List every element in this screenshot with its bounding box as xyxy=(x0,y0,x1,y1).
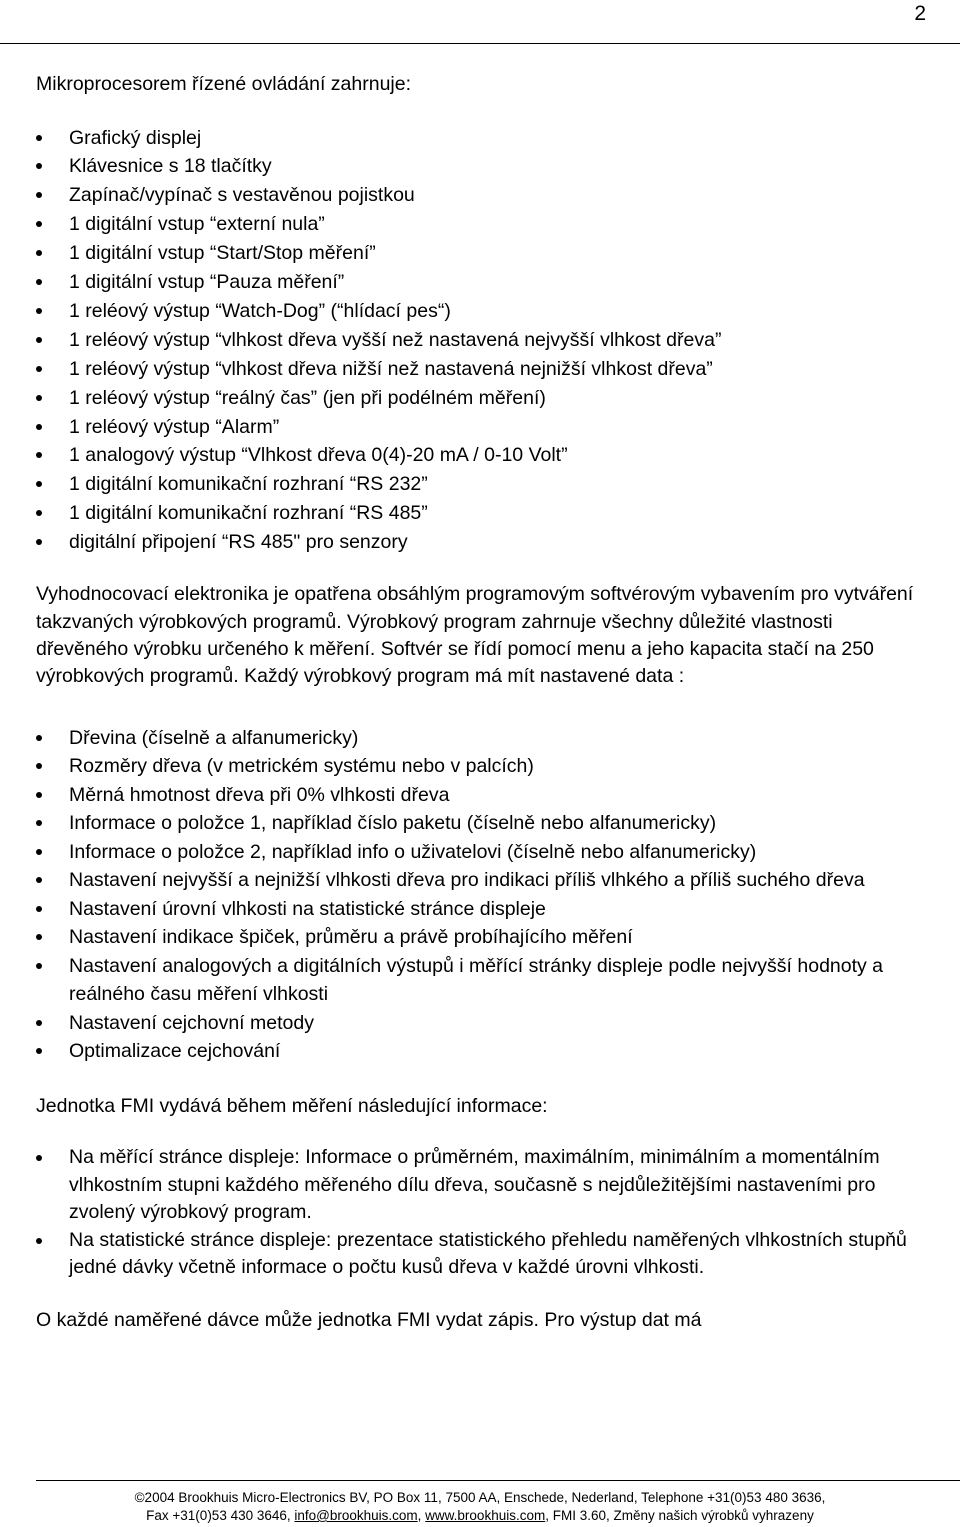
footer xyxy=(36,1489,924,1525)
info-heading: Jednotka FMI vydává během měření následující informace: xyxy=(36,1094,548,1117)
footer-line-2 xyxy=(36,1507,924,1525)
list-item: Nastavení nejvyšší a nejnižší vlhkosti dřeva pro indikaci příliš vlhkého a příliš suchého dřeva xyxy=(36,866,926,895)
list-item: Nastavení úrovní vlhkosti na statistické stránce displeje xyxy=(36,895,926,924)
footer-rule xyxy=(36,1480,960,1481)
software-paragraph: Vyhodnocovací elektronika je opatřena obsáhlým programovým softvérovým vybavením pro vytváření takzvaných výrobkových programů. Výrobkový program zahrnuje všechny důležité vlastnosti dřevěného výrobku určeného k měření. Softvér se řídí pomocí menu a jeho kapacita stačí na 250 výrobkových programů. Každý výrobkový program má mít nastavené data : xyxy=(36,583,914,688)
list-item: 1 digitální vstup “externí nula” xyxy=(36,210,926,239)
intro-heading: Mikroprocesorem řízené ovládání zahrnuje: xyxy=(36,73,412,95)
list-item: 1 reléový výstup “vlhkost dřeva nižší než nastavená nejnižší vlhkost dřeva” xyxy=(36,355,926,384)
info-list xyxy=(36,1144,926,1282)
footer-tail: , FMI 3.60, Změny našich výrobků vyhrazeny xyxy=(545,1508,814,1523)
list-item: Nastavení cejchovní metody xyxy=(36,1009,926,1038)
list-item: 1 reléový výstup “Watch-Dog” (“hlídací pes“) xyxy=(36,297,926,326)
list-item: 1 reléový výstup “vlhkost dřeva vyšší než nastavená nejvyšší vlhkost dřeva” xyxy=(36,326,926,355)
list-item: 1 digitální komunikační rozhraní “RS 485” xyxy=(36,499,926,528)
list-item: Na statistické stránce displeje: prezentace statistického přehledu naměřených vlhkostních stupňů jedné dávky včetně informace o počtu kusů dřeva v každé úrovni vlhkosti. xyxy=(36,1227,926,1282)
list-item: digitální připojení “RS 485" pro senzory xyxy=(36,528,926,557)
program-data-list xyxy=(36,724,926,1066)
list-item: Klávesnice s 18 tlačítky xyxy=(36,152,926,181)
list-item: 1 reléový výstup “reálný čas” (jen při podélném měření) xyxy=(36,384,926,413)
features-list xyxy=(36,124,926,558)
list-item: Informace o položce 2, například info o uživatelovi (číselně nebo alfanumericky) xyxy=(36,838,926,867)
list-item: Informace o položce 1, například číslo paketu (číselně nebo alfanumericky) xyxy=(36,809,926,838)
list-item: 1 analogový výstup “Vlhkost dřeva 0(4)-20 mA / 0-10 Volt” xyxy=(36,441,926,470)
header-rule xyxy=(0,43,960,44)
list-item: Měrná hmotnost dřeva při 0% vlhkosti dřeva xyxy=(36,781,926,810)
list-item: Grafický displej xyxy=(36,124,926,153)
list-item: Dřevina (číselně a alfanumericky) xyxy=(36,724,926,753)
website-link[interactable]: www.brookhuis.com xyxy=(425,1508,546,1523)
list-item: Nastavení analogových a digitálních výstupů i měřící stránky displeje podle nejvyšší hodnoty a reálného času měření vlhkosti xyxy=(36,952,926,1009)
list-item: Zapínač/vypínač s vestavěnou pojistkou xyxy=(36,181,926,210)
footer-line-1: ©2004 Brookhuis Micro-Electronics BV, PO Box 11, 7500 AA, Enschede, Nederland, Telephone +31(0)53 480 3636, xyxy=(134,1490,826,1505)
footer-fax: Fax +31(0)53 430 3646, xyxy=(146,1508,295,1523)
list-item: 1 digitální komunikační rozhraní “RS 232” xyxy=(36,470,926,499)
list-item: Rozměry dřeva (v metrickém systému nebo v palcích) xyxy=(36,752,926,781)
document-body xyxy=(36,70,926,1334)
list-item: 1 digitální vstup “Start/Stop měření” xyxy=(36,239,926,268)
list-item: Optimalizace cejchování xyxy=(36,1037,926,1066)
list-item: 1 reléový výstup “Alarm” xyxy=(36,413,926,442)
page-number: 2 xyxy=(914,2,926,25)
footer-separator: , xyxy=(417,1508,426,1523)
list-item: 1 digitální vstup “Pauza měření” xyxy=(36,268,926,297)
list-item: Na měřící stránce displeje: Informace o průměrném, maximálním, minimálním a momentálním vlhkostním stupni každého měřeného dílu dřeva, současně s nejdůležitějšími nastaveními pro zvolený výrobkový program. xyxy=(36,1144,926,1227)
list-item: Nastavení indikace špiček, průměru a právě probíhajícího měření xyxy=(36,923,926,952)
closing-paragraph: O každé naměřené dávce může jednotka FMI vydat zápis. Pro výstup dat má xyxy=(36,1308,702,1331)
email-link[interactable]: info@brookhuis.com xyxy=(294,1508,418,1523)
